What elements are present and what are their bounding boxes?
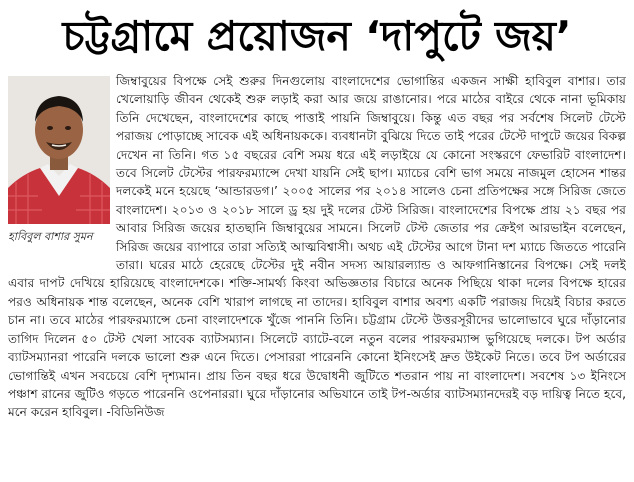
photo-wrap-spacer [8,72,116,262]
article-body [8,72,626,478]
headline: চট্টগ্রামে প্রয়োজন ‘দাপুটে জয়’ [62,12,572,60]
article-paragraph: জিম্বাবুয়ের বিপক্ষে সেই শুরুর দিনগুলোয় বাংলাদেশের ভোগান্তির একজন সাক্ষী হাবিবুল বাশার। তার খেলোয়াড়ি জীবন থেকেই শুরু লড়াই করা আর জয়ে রাঙানোর। পরে মাঠের বাইরে থেকে নানা ভূমিকায় তিনি দেখেছেন, বাংলাদেশের কাছে পাত্তাই পায়নি জিম্বাবুয়ে। কিন্তু এত বছর পর সর্বশেষ সিলেট টেস্টে পরাজয় পোড়াচ্ছে সাবেক এই অধিনায়ককে। ব্যবধানটা বুঝিয়ে দিতে তাই পরের টেস্টে দাপুটে জয়ের বিকল্প দেখেন না তিনি। গত ১৫ বছরের বেশি সময় ধরে এই লড়াইয়ে যে কোনো সংস্করণে ফেভারিট বাংলাদেশ। তবে সিলেট টেস্টের পারফরম্যান্সে দেখা যায়নি সেই ছাপ। ম্যাচের বেশি ভাগ সময়ে নাজমুল হোসেন শান্তর দলকেই মনে হয়েছে ‘আন্ডারডগ।’ ২০০৫ সালের পর ২০১৪ সালেও চেনা প্রতিপক্ষের সঙ্গে সিরিজ জেতে বাংলাদেশ। ২০১৩ ও ২০১৮ সালে ড্র হয় দুই দলের টেস্ট সিরিজ। বাংলাদেশের বিপক্ষে প্রায় ২১ বছর পর আবার সিরিজ জয়ের হাতছানি জিম্বাবুয়ের সামনে। সিলেট টেস্ট জেতার পর ক্রেইগ আরভাইন বলেছেন, সিরিজ জয়ের ব্যাপারে তারা সত্যিই আত্মবিশ্বাসী। অথচ এই টেস্টের আগে টানা দশ ম্যাচে জিততে পারেনি তারা। ঘরের মাঠে হেরেছে টেস্টের দুই নবীন সদস্য আয়ারল্যান্ড ও আফগানিস্তানের বিপক্ষে। সেই দলই এবার দাপট দেখিয়ে হারিয়েছে বাংলাদেশকে। শক্তি-সামর্থ্য কিংবা অভিজ্ঞতার বিচারে অনেক পিছিয়ে থাকা দলের বিপক্ষে হারের পরও অধিনায়ক শান্ত বলেছেন, অনেক বেশি খারাপ লাগছে না তাদের। হাবিবুল বাশার অবশ্য একটি পরাজয় দিয়েই বিচার করতে চান না। তবে মাঠের পারফরম্যান্সে চেনা বাংলাদেশকে খুঁজে পাননি তিনি। চট্টগ্রাম টেস্টে উত্তরসূরীদের ভালোভাবে ঘুরে দাঁড়ানোর তাগিদ দিলেন ৫০ টেস্ট খেলা সাবেক ব্যাটসম্যান। সিলেটে ব্যাটে-বলে নতুন বলের পারফরম্যান্স ভুগিয়েছে দলকে। টপ অর্ডার ব্যাটসম্যানরা পারেনি দলকে ভালো শুরু এনে দিতে। পেসাররা পারেননি কোনো ইনিংসেই দ্রুত উইকেট নিতে। তবে টপ অর্ডারের ভোগান্তিই এখন সবচেয়ে বেশি দৃশ্যমান। প্রায় তিন বছর ধরে উদ্বোধনী জুটিতে শতরান পায় না বাংলাদেশ। সবশেষ ১৩ ইনিংসে পঞ্চাশ রানের জুটিও গড়তে পারেননি ওপেনাররা। ঘুরে দাঁড়ানোর অভিযানে তাই টপ-অর্ডার ব্যাটসম্যানদেরই বড় দায়িত্ব নিতে হবে, মনে করেন হাবিবুল। -বিডিনিউজ [8,74,626,420]
photo-caption: হাবিবুল বাশার সুমন [8,230,93,243]
